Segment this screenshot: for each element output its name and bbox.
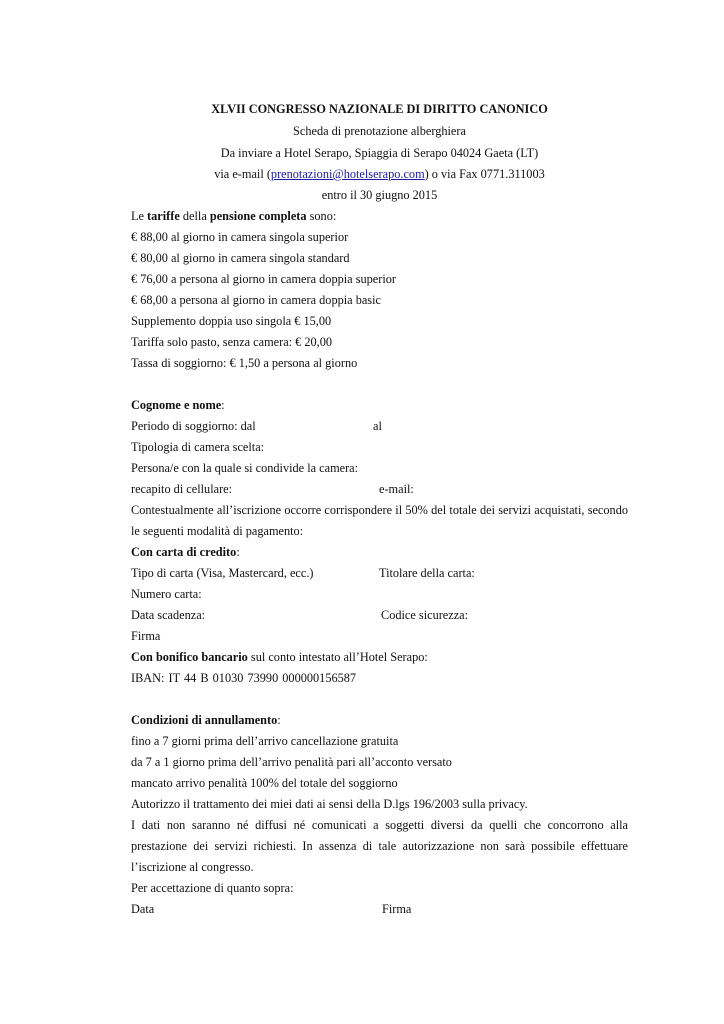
cancellation-heading-text: Condizioni di annullamento	[131, 713, 278, 727]
rate-item: € 68,00 a persona al giorno in camera doppia basic	[131, 293, 381, 307]
sharing-label: Persona/e con la quale si condivide la camera:	[131, 461, 359, 475]
privacy-text-3: l’iscrizione al congresso.	[131, 860, 254, 874]
document-title: XLVII CONGRESSO NAZIONALE DI DIRITTO CANONICO	[211, 102, 548, 116]
rate-item: Tassa di soggiorno: € 1,50 a persona al giorno	[131, 356, 358, 370]
email-field-label: e-mail:	[379, 482, 414, 496]
signature-label: Firma	[382, 902, 412, 916]
card-heading-colon: :	[236, 545, 240, 559]
rates-intro	[131, 209, 336, 223]
card-heading	[131, 545, 240, 559]
payment-intro: Contestualmente all’iscrizione occorre corrispondere il 50% del totale dei servizi acquistati, secondo	[131, 503, 628, 517]
send-to-address: Da inviare a Hotel Serapo, Spiaggia di Serapo 04024 Gaeta (LT)	[220, 146, 539, 160]
name-colon: :	[221, 398, 225, 412]
rate-item: € 76,00 a persona al giorno in camera doppia superior	[131, 272, 396, 286]
card-holder-label: Titolare della carta:	[379, 566, 475, 580]
rate-item: € 80,00 al giorno in camera singola standard	[131, 251, 350, 265]
cancellation-item: mancato arrivo penalità 100% del totale del soggiorno	[131, 776, 398, 790]
privacy-text-2: prestazione dei servizi richiesti. In assenza di tale autorizzazione non sarà possibile effettuare	[131, 839, 628, 853]
deadline: entro il 30 giugno 2015	[321, 188, 438, 202]
rates-intro-sono: sono:	[306, 209, 337, 223]
name-label: Cognome e nome	[131, 398, 222, 412]
transfer-heading	[131, 650, 428, 664]
privacy-text-1: I dati non saranno né diffusi né comunicati a soggetti diversi da quelli che concorrono alla	[131, 818, 628, 832]
cancellation-item: fino a 7 giorni prima dell’arrivo cancellazione gratuita	[131, 734, 399, 748]
expiry-label: Data scadenza:	[131, 608, 206, 622]
card-type-label: Tipo di carta (Visa, Mastercard, ecc.)	[131, 566, 314, 580]
payment-intro-2: le seguenti modalità di pagamento:	[131, 524, 304, 538]
security-code-label: Codice sicurezza:	[381, 608, 469, 622]
fax-text: ) o via Fax 0771.311003	[424, 167, 545, 181]
phone-label: recapito di cellulare:	[131, 482, 233, 496]
cancellation-item: da 7 a 1 giorno prima dell’arrivo penalità pari all’acconto versato	[131, 755, 452, 769]
rate-item: Tariffa solo pasto, senza camera: € 20,00	[131, 335, 333, 349]
transfer-heading-rest: sul conto intestato all’Hotel Serapo:	[247, 650, 428, 664]
rate-item: € 88,00 al giorno in camera singola superior	[131, 230, 349, 244]
rates-intro-della: della	[179, 209, 210, 223]
period-from-label: Periodo di soggiorno: dal	[131, 419, 256, 433]
date-label: Data	[131, 902, 155, 916]
room-type-label: Tipologia di camera scelta:	[131, 440, 265, 454]
rates-intro-pensione: pensione completa	[209, 209, 307, 223]
iban: IBAN: IT 44 B 01030 73990 000000156587	[131, 671, 357, 685]
period-to-label: al	[373, 419, 382, 433]
card-signature-label: Firma	[131, 629, 161, 643]
acceptance-label: Per accettazione di quanto sopra:	[131, 881, 294, 895]
transfer-heading-text: Con bonifico bancario	[131, 650, 248, 664]
rate-item: Supplemento doppia uso singola € 15,00	[131, 314, 332, 328]
privacy-consent: Autorizzo il trattamento dei miei dati ai sensi della D.lgs 196/2003 sulla privacy.	[131, 797, 528, 811]
cancellation-heading-colon: :	[277, 713, 281, 727]
rates-intro-le: Le	[131, 209, 148, 223]
name-field-label	[131, 398, 225, 412]
document-subtitle: Scheda di prenotazione alberghiera	[293, 124, 466, 138]
card-number-label: Numero carta:	[131, 587, 202, 601]
rates-intro-tariffe: tariffe	[147, 209, 180, 223]
email-link[interactable]: prenotazioni@hotelserapo.com	[270, 167, 425, 181]
card-heading-text: Con carta di credito	[131, 545, 237, 559]
cancellation-heading	[131, 713, 281, 727]
contact-line	[131, 167, 628, 181]
email-prefix: via e-mail (	[214, 167, 271, 181]
